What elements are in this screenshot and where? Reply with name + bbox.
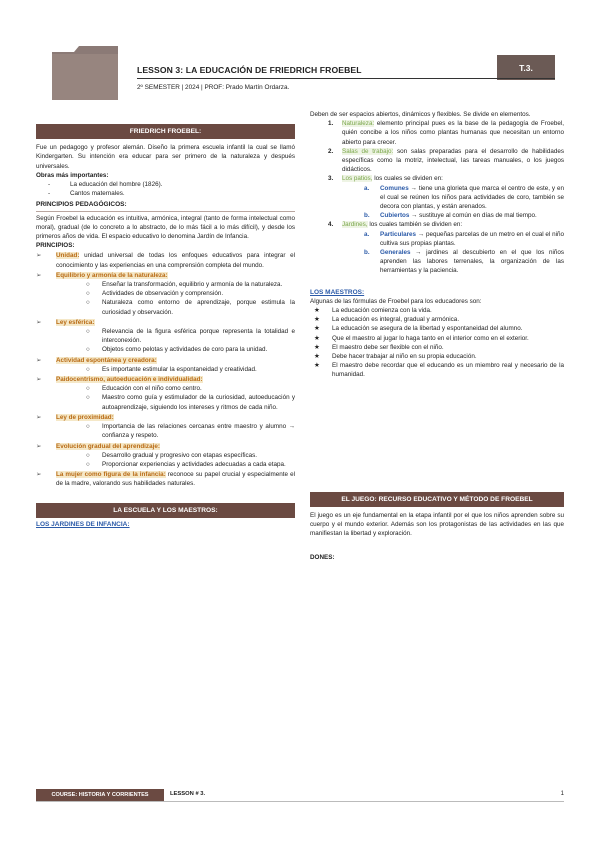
jardines-heading: LOS JARDINES DE INFANCIA:	[36, 520, 130, 528]
principle-paidocentrismo: ➢ Paidocentrismo, autoeducación e individualidad:	[36, 376, 203, 384]
arrow-bullet-icon: ➢	[36, 413, 42, 421]
list-item: ○ Desarrollo gradual y progresivo con etapas específicas.	[86, 451, 258, 459]
lesson-title: LESSON 3: LA EDUCACIÓN DE FRIEDRICH FROEBEL	[137, 65, 362, 75]
list-item: ○ Maestro como guía y estimulador de la curiosidad, autoeducación y autoaprendizaje, siguiendo los intereses y ritmos de cada niño.	[86, 394, 295, 411]
list-item: ○ Proporcionar experiencias y actividades adecuadas a cada etapa.	[86, 460, 286, 468]
froebel-intro: Fue un pedagogo y profesor alemán. Diseño la primera escuela infantil la cual se llamó Kindergarten. Su intención era educar para ser primero de la naturaleza y después universales.	[36, 144, 295, 170]
section-bar-froebel: FRIEDRICH FROEBEL:	[36, 124, 295, 139]
list-item: a. Comunes → tiene una glorieta que marca el centro de este, y en el cual se reúnen los niños para actividades de coro, también se decora con plantas, y están arenados.	[364, 184, 564, 211]
footer-course: COURSE: HISTORIA Y CORRIENTES	[36, 789, 164, 801]
list-item: ○ Naturaleza como entorno de aprendizaje, porque estimula la curiosidad y observación.	[86, 299, 295, 316]
list-item: ○ Actividades de observación y comprensión.	[86, 290, 224, 298]
list-item: ★ La educación se asegura de la libertad y espontaneidad del alumno.	[314, 325, 523, 333]
principle-mujer: ➢ La mujer como figura de la infancia: reconoce su papel crucial y especialmente el de la madre, valorando sus habilidades naturales.	[36, 471, 296, 488]
list-item: ○ Es importante estimular la espontaneidad y creatividad.	[86, 365, 257, 373]
list-item: 1. Naturaleza: elemento principal pues es la base de la pedagogía de Froebel, quién concibe a los niños como plantas humanas que necesitan un entorno abierto para crecer.	[328, 120, 565, 146]
jardines-intro: Deben de ser espacios abiertos, dinámicos y flexibles. Se divide en elementos.	[310, 111, 531, 118]
list-item: 3. Los patios, los cuales se dividen en:	[328, 175, 443, 183]
circle-bullet-icon: ○	[86, 346, 90, 354]
works-label: Obras más importantes:	[36, 171, 109, 179]
list-item: ○ Relevancia de la figura esférica porque representa la totalidad e interconexión.	[86, 328, 295, 345]
list-item: ★ La educación es integral, gradual y armónica.	[314, 316, 460, 324]
star-bullet-icon: ★	[314, 325, 320, 333]
works-list	[36, 180, 295, 198]
star-bullet-icon: ★	[314, 316, 320, 324]
list-item: ○ Educación con el niño como centro.	[86, 385, 202, 393]
circle-bullet-icon: ○	[86, 460, 90, 468]
arrow-bullet-icon: ➢	[36, 356, 42, 364]
star-bullet-icon: ★	[314, 307, 320, 315]
circle-bullet-icon: ○	[86, 365, 90, 373]
star-bullet-icon: ★	[314, 343, 320, 351]
list-item: 2. Salas de trabajo: son salas preparadas para el desarrollo de habilidades específicas como la motriz, intelectual, las tareas manuales, o los juegos didácticos.	[328, 147, 564, 174]
page-number: 1	[560, 791, 564, 797]
principles-heading: PRINCIPIOS PEDAGÓGICOS:	[36, 200, 295, 211]
circle-bullet-icon: ○	[86, 451, 90, 459]
topic-tag: T.3.	[497, 55, 555, 80]
arrow-bullet-icon: ➢	[36, 471, 42, 479]
arrow-bullet-icon: ➢	[36, 376, 42, 384]
list-item: ★ La educación comienza con la vida.	[314, 307, 432, 315]
semester-meta: 2º SEMESTER | 2024 | PROF: Prado Martín Ordarza.	[137, 84, 290, 91]
principle-evolucion: ➢ Evolución gradual del aprendizaje:	[36, 442, 160, 450]
circle-bullet-icon: ○	[86, 290, 90, 298]
dones-label: DONES:	[310, 553, 335, 561]
arrow-bullet-icon: ➢	[36, 442, 42, 450]
maestros-heading: LOS MAESTROS:	[310, 288, 365, 296]
star-bullet-icon: ★	[314, 334, 320, 342]
header-divider	[137, 78, 555, 79]
list-item: ○ Importancia de las relaciones cercanas entre maestro y alumno → confianza y respeto.	[86, 423, 295, 440]
list-item: - La educación del hombre (1826).	[48, 180, 295, 189]
principles-intro: Según Froebel la educación es intuitiva, armónica, integral (tanto de forma intelectual como moral), gradual (de lo concreto a lo abstracto, de lo más fácil a lo más difícil), y desde los primeros años de vida. El espacio educativo lo denomina Jardín de Infancia.	[36, 214, 295, 241]
list-item: - Cantos maternales.	[48, 189, 295, 198]
list-item: ★ El maestro debe recordar que el educando es un miembro real y necesario de la humanidad.	[314, 362, 564, 379]
arrow-bullet-icon: ➢	[36, 271, 42, 279]
list-item: ★ Debe hacer trabajar al niño en su propia educación.	[314, 353, 477, 361]
principios-label: PRINCIPIOS:	[36, 242, 75, 250]
star-bullet-icon: ★	[314, 353, 320, 361]
principle-esferica: ➢ Ley esférica:	[36, 318, 95, 326]
principle-equilibrio: ➢ Equilibrio y armonía de la naturaleza:	[36, 271, 168, 279]
principle-unidad: ➢ Unidad: unidad universal de todas los enfoques educativos para integrar el conocimiento y las experiencias en una comprensión completa del mundo.	[36, 252, 296, 269]
circle-bullet-icon: ○	[86, 328, 90, 336]
footer-divider	[36, 801, 564, 802]
star-bullet-icon: ★	[314, 362, 320, 370]
circle-bullet-icon: ○	[86, 423, 90, 431]
principle-actividad: ➢ Actividad espontánea y creadora:	[36, 356, 157, 364]
section-bar-juego: EL JUEGO: RECURSO EDUCATIVO Y MÉTODO DE FROEBEL	[310, 492, 564, 507]
arrow-bullet-icon: ➢	[36, 318, 42, 326]
arrow-bullet-icon: ➢	[36, 252, 42, 260]
list-item: a. Particulares → pequeñas parcelas de un metro en el cual el niño cultiva sus propias plantas.	[364, 230, 565, 247]
circle-bullet-icon: ○	[86, 385, 90, 393]
circle-bullet-icon: ○	[86, 299, 90, 307]
circle-bullet-icon: ○	[86, 394, 90, 402]
circle-bullet-icon: ○	[86, 281, 90, 289]
footer-lesson: LESSON # 3.	[170, 791, 206, 797]
left-column	[36, 124, 295, 529]
footer	[36, 789, 564, 801]
list-item: 4. Jardines, los cuales también se dividen en:	[328, 221, 463, 229]
section-bar-escuela: LA ESCUELA Y LOS MAESTROS:	[36, 503, 295, 518]
list-item: ★ El maestro debe ser flexible con el niño.	[314, 343, 444, 351]
list-item: ○ Objetos como pelotas y actividades de coro para la unidad.	[86, 346, 268, 354]
list-item: ○ Enseñar la transformación, equilibrio y armonía de la naturaleza.	[86, 281, 283, 289]
right-column	[310, 110, 564, 562]
principle-proximidad: ➢ Ley de proximidad:	[36, 413, 114, 421]
list-item: b. Cubiertos → sustituye al común en días de mal tiempo.	[364, 212, 537, 220]
folder-icon	[50, 42, 120, 102]
maestros-intro: Algunas de las fórmulas de Froebel para los educadores son:	[310, 297, 482, 305]
list-item: ★ Que el maestro al jugar lo haga tanto en el interior como en el exterior.	[314, 334, 529, 342]
list-item: b. Generales → jardines al descubierto en el que los niños aprenden las labores terrenales, la organización de las herramientas y la paciencia.	[364, 249, 564, 275]
juego-text: El juego es un eje fundamental en la etapa infantil por el que los niños aprenden sobre su cuerpo y el mundo exterior. Además son los protagonistas de las actividades en las que manifiestan la libertad y exploración.	[310, 511, 564, 538]
